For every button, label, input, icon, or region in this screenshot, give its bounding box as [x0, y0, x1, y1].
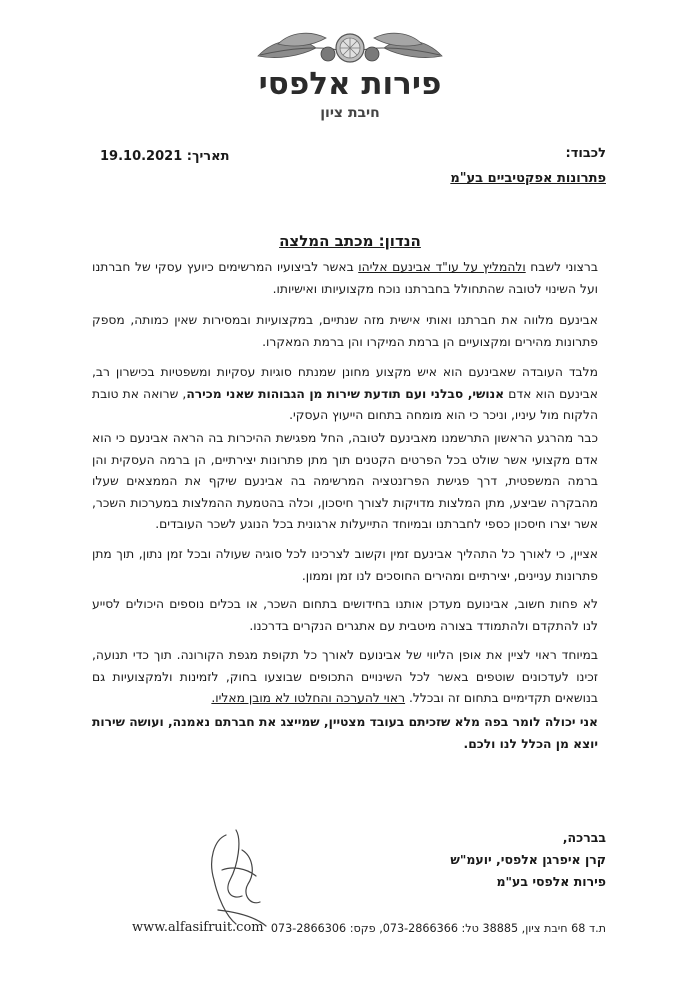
paragraph-2: אבינעם מלווה את חברתנו ואותי אישית מזה שנתיים, במקצועיות ובמסירות שאין כמותה, מספק פתרונות מהירים ומקצועיים הן ברמת המיקרו והן ברמת המאקרו. — [92, 313, 598, 349]
p7-text-a: במיוחד ראוי לציין את אופן הליווי של אבינועם לאורך כל תקופת מגפת הקורונה. תוך כדי תנועה, זכינו לעדכונים שוטפים באשר לכל השינויים התכופים שבוצעו בחוק, לזמינות ולמקצועיות גם בנושאים תקדימיים בתחום זה ובכלל. — [92, 648, 598, 705]
paragraph-4: כבר מהרגע הראשון התרשמנו מאבינעם לטובה, החל מפגישת ההיכרות בה הראה אבינעם כי הוא אדם מקצועי אשר שולט בכל הפרטים הקטנים תוך מתן פתרונות יצירתיים, הן ברמה העסקית והן ברמה המשפטית, דרך פגישת הפרזנטציה המרשימה בה אבינעם שיקף את הממצאים שעלו מהבקרה שביצע, מתן המלצות מדויקות לצורך חיסכון, וכלה בהטמעת ההמלצות במערכות השכר, אשר יצרו חיסכון כספי לחברתנו ובמיוחד התייעלות ארגונית בכל הנוגע לשכר העובדים. — [92, 431, 598, 531]
footer-contact: ת.ד 68 חיבת ציון, 38885 טל: 073-2866366, פקס: 073-2866306 — [270, 922, 606, 935]
recipient-label: לכבוד: — [565, 146, 606, 161]
signature-icon — [196, 820, 286, 930]
closing-greeting: בברכה, — [562, 830, 606, 845]
paragraph-8: אני יכולה לומר בפה מלא שזכיתם בעובד מצטיין, שמייצג את חברתם נאמנה, ועושה שירות יוצא מן הכלל לנו ולכם. — [92, 715, 598, 751]
company-location: חיבת ציון — [320, 105, 380, 121]
p3-text-c: , שרואה את טובת הלקוח מול עיניו, וניכר כי הוא מומחה בתחום הייעוץ העסקי. — [92, 386, 598, 422]
recipient-name: פתרונות אפקטיביים בע"מ — [450, 171, 606, 186]
footer-website[interactable]: www.alfasifruit.com — [132, 920, 264, 935]
p7-text-underlined: ראוי להערכה והחלטו לא מובן מאליו. — [211, 691, 406, 705]
p1-text-underlined: ולהמליץ על עו"ד אבינעם אליהו — [358, 260, 526, 274]
company-name: פירות אלפסי — [258, 66, 442, 102]
signer-company: פירות אלפסי בע"מ — [496, 874, 606, 889]
letter-subject: הנדון: מכתב המלצה — [279, 232, 421, 250]
p1-text-c: באשר לביצועיו המרשימים כיועץ עסקי של חברתנו ועל השינוי לטובה שהתחולל בחברתנו נוכח מקצועיותו ואישיותו. — [92, 260, 598, 296]
paragraph-7 — [92, 645, 598, 710]
signer-name: קרן איפרגן אלפסי, יועמ"ש — [450, 852, 606, 867]
p3-text-bold: אנושי, סבלני ועם תודעת שירות מן הגבוהות שאני מכירה — [186, 386, 505, 401]
paragraph-6: לא פחות חשוב, אבינועם מעדכן אותנו בחידושים בתחום השכר, או בכלים נוספים היכולים לסייע לנו להתקדם ולהתמודד בצורה מיטבית עם אתגרים הנקרים בדרכנו. — [92, 597, 598, 633]
p3-text-a: מלבד העובדה שאבינעם הוא איש מקצוע מחונן שמנתח סוגיות עסקיות ומשפטיות בכישרון רב, אבינעם הוא אדם — [92, 365, 598, 401]
letter-date: תאריך: 19.10.2021 — [100, 149, 230, 164]
fruit-branch-icon — [230, 30, 470, 70]
paragraph-1 — [92, 257, 598, 300]
company-logo — [230, 30, 470, 125]
paragraph-5: אציין, כי לאורך כל התהליך אבינעם זמין וקשוב לצרכינו לכל סוגיה שעולה ובכל זמן נתון, תוך מתן פתרונות עניינים, יצירתיים ומהירים החוסכים לנו זמן וממון. — [92, 547, 598, 583]
paragraph-3 — [92, 362, 598, 427]
p1-text-a: ברצוני לשבח — [525, 260, 598, 274]
